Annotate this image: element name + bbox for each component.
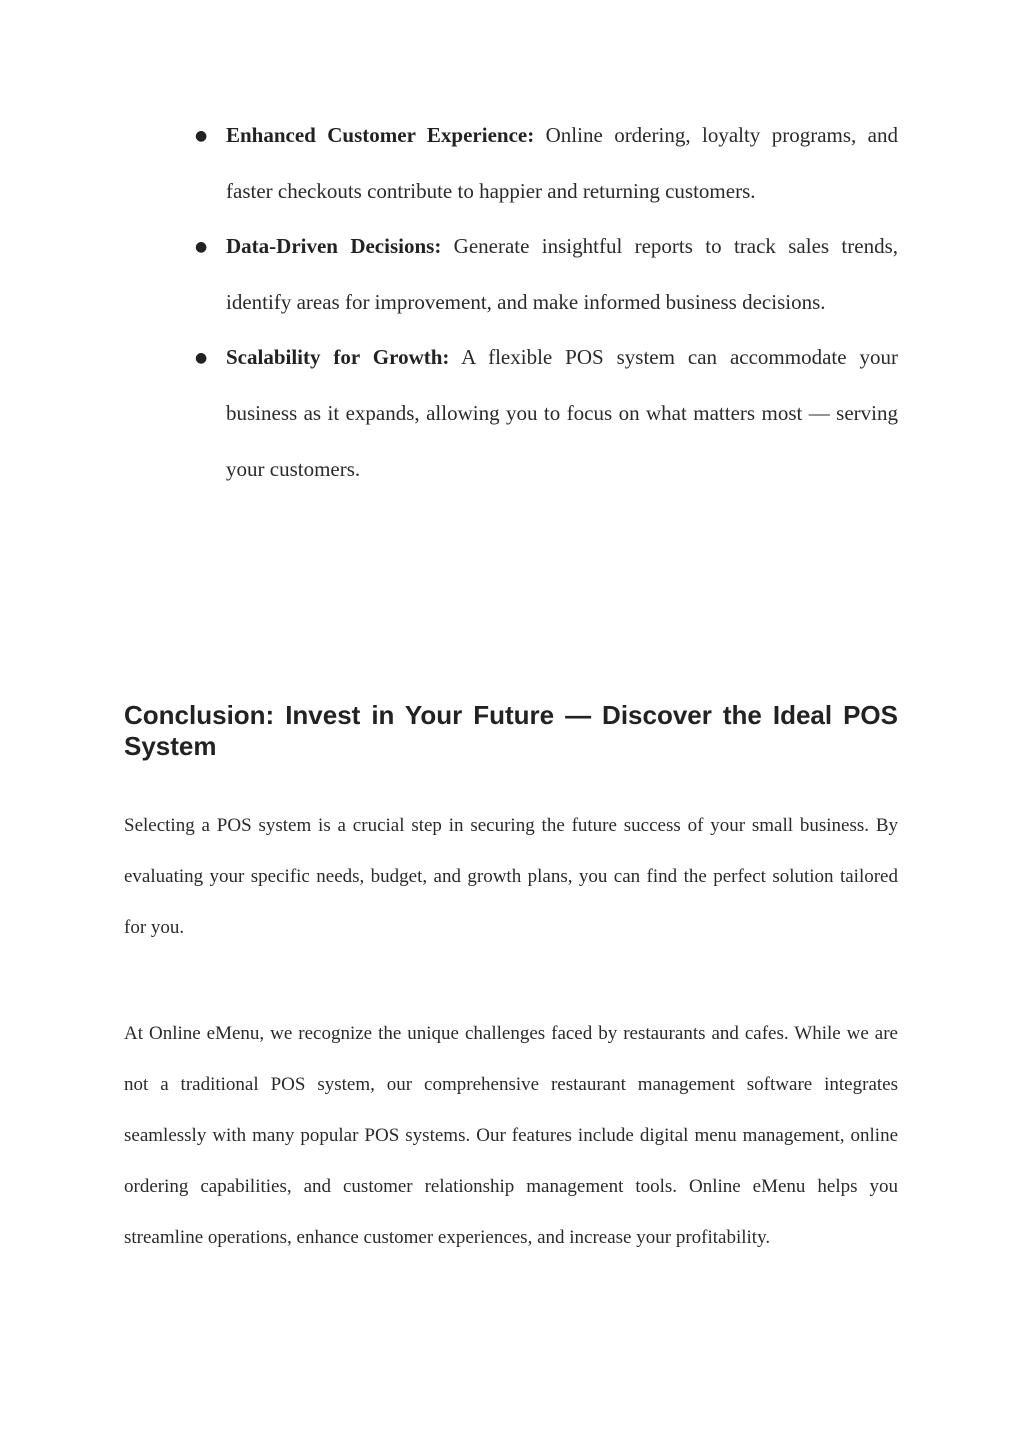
list-item-term: Enhanced Customer Experience:	[226, 123, 535, 147]
conclusion-paragraph-2: At Online eMenu, we recognize the unique challenges faced by restaurants and cafes. While we are not a traditional POS system, our comprehensive restaurant management software integrates seamlessly with many popular POS systems. Our features include digital menu management, online ordering capabilities, and customer relationship management tools. Online eMenu helps you streamline operations, enhance customer experiences, and increase your profitability.	[124, 1023, 898, 1248]
bullet-dot-icon: ●	[195, 239, 208, 256]
list-item-description: Online ordering, loyalty programs, and faster checkouts contribute to happier and returning customers.	[226, 123, 898, 203]
list-item-term: Data-Driven Decisions:	[226, 234, 442, 259]
bullet-dot-icon: ●	[195, 128, 208, 144]
list-item-text	[226, 330, 898, 497]
list-item-description: Generate insightful reports to track sales trends, identify areas for improvement, and make informed business decisions.	[226, 234, 898, 314]
list-item-text	[226, 108, 898, 219]
list-item	[124, 219, 898, 330]
list-item	[124, 330, 898, 497]
list-item-description: A flexible POS system can accommodate your business as it expands, allowing you to focus on what matters most — serving your customers.	[226, 345, 898, 481]
list-item	[124, 108, 898, 219]
bullet-dot-icon: ●	[195, 350, 208, 367]
conclusion-paragraph-1: Selecting a POS system is a crucial step in securing the future success of your small business. By evaluating your specific needs, budget, and growth plans, you can find the perfect solution tailored for you.	[124, 815, 898, 938]
list-item-term: Scalability for Growth:	[226, 345, 450, 370]
benefits-list	[124, 108, 898, 497]
conclusion-heading: Conclusion: Invest in Your Future — Discover the Ideal POS System	[124, 700, 898, 761]
list-item-text	[226, 219, 898, 330]
